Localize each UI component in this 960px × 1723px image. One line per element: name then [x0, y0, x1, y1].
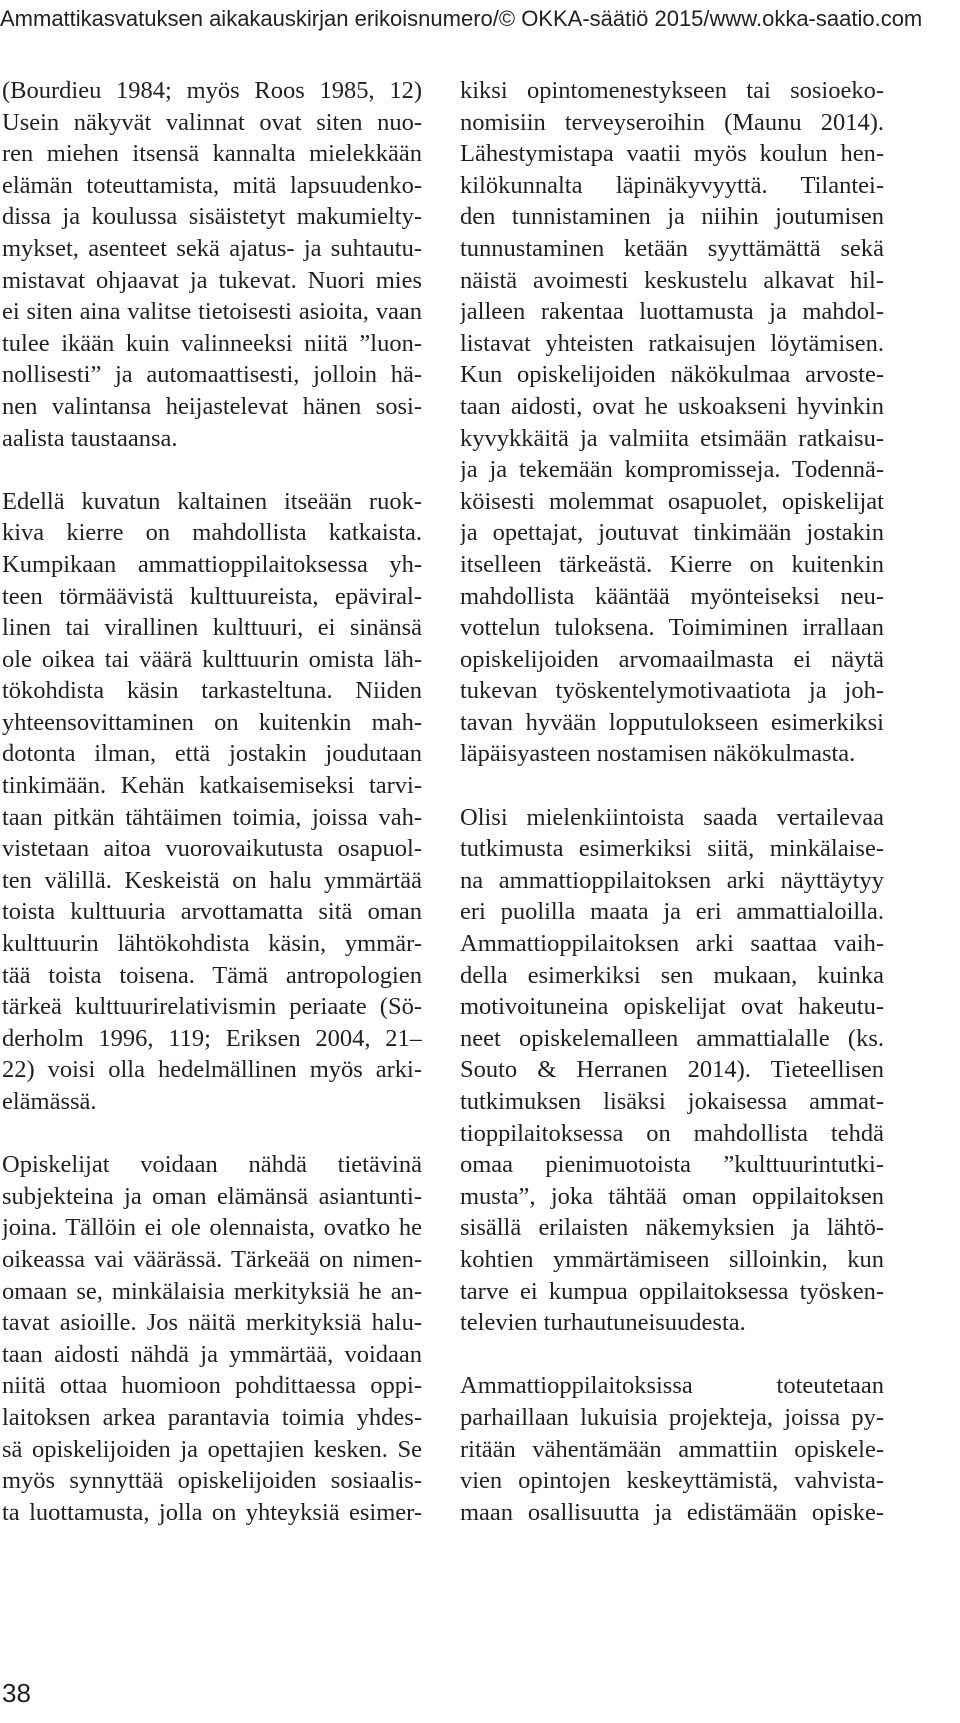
text-line: tavat asioille. Jos näitä merkityksiä halu- [2, 1309, 422, 1337]
text-line: niitä ottaa huomioon pohdittaessa oppi- [2, 1372, 422, 1400]
text-line: myös synnyttää opiskelijoiden sosiaalis- [2, 1467, 422, 1495]
text-line: yhteensovittaminen on kuitenkin mah- [2, 708, 422, 736]
text-line: jalleen rakentaa luottamusta ja mahdol- [460, 298, 884, 326]
text-line: ei siten aina valitse tietoisesti asioita, vaan [2, 298, 422, 326]
text-line: Olisi mielenkiintoista saada vertailevaa [460, 803, 884, 831]
text-line: linen tai virallinen kulttuuri, ei sinänsä [2, 614, 422, 642]
text-line: ten välillä. Keskeistä on halu ymmärtää [2, 866, 422, 894]
text-line: parhaillaan lukuisia projekteja, joissa py- [460, 1403, 884, 1431]
text-line: dissa ja koulussa sisäistetyt makumielty- [2, 203, 422, 231]
text-line: mykset, asenteet sekä ajatus- ja suhtautu- [2, 234, 422, 262]
text-line: nollisesti” ja automaattisesti, jolloin hä- [2, 361, 422, 389]
text-line: kiksi opintomenestykseen tai sosioeko- [460, 77, 884, 104]
text-line: taan aidosti nähdä ja ymmärtää, voidaan [2, 1340, 422, 1368]
text-line: derholm 1996, 119; Eriksen 2004, 21– [2, 1024, 422, 1052]
text-line: elämän toteuttamista, mitä lapsuudenko- [2, 171, 422, 199]
text-line: tinkimään. Kehän katkaisemiseksi tarvi- [2, 772, 422, 800]
text-line: elämässä. [2, 1088, 97, 1115]
text-line: Lähestymistapa vaatii myös koulun hen- [460, 140, 884, 168]
text-line: Usein näkyvät valinnat ovat siten nuo- [2, 108, 422, 136]
text-line: mahdollista kääntää myönteiseksi neu- [460, 582, 884, 610]
text-line: ja ja tekemään kompromisseja. Todennä- [460, 456, 884, 484]
paragraph-right-1 [460, 75, 884, 770]
text-line: ole oikea tai väärä kulttuurin omista läh- [2, 645, 422, 673]
text-line: tukevan työskentelymotivaatiota ja joh- [460, 677, 884, 705]
text-line: na ammattioppilaitoksen arki näyttäytyy [460, 866, 884, 894]
text-line: tökohdista käsin tarkasteltuna. Niiden [2, 677, 422, 705]
text-line: ja opettajat, joutuvat tinkimään jostakin [460, 519, 884, 547]
text-line: tärkeä kulttuurirelativismin periaate (Sö- [2, 993, 422, 1021]
text-line: toista kulttuuria arvottamatta sitä oman [2, 898, 422, 926]
paragraph-right-2 [460, 802, 884, 1339]
paragraph-left-1 [2, 75, 422, 454]
text-line: listavat yhteisten ratkaisujen löytämisen. [460, 329, 884, 357]
text-line: taan pitkän tähtäimen toimia, joissa vah- [2, 803, 422, 831]
text-line: tarve ei kumpua oppilaitoksessa työsken- [460, 1277, 884, 1305]
text-line: läpäisyasteen nostamisen näkökulmasta. [460, 740, 856, 768]
text-line: aalista taustaansa. [2, 424, 178, 452]
text-line: vien opintojen keskeyttämistä, vahvista- [460, 1467, 884, 1495]
text-line: köisesti molemmat osapuolet, opiskelijat [460, 487, 884, 515]
text-line: laitoksen arkea parantavia toimia yhdes- [2, 1403, 422, 1431]
paragraph-left-2 [2, 486, 422, 1118]
text-line: dotonta ilman, että jostakin joudutaan [2, 740, 422, 768]
text-line: ta luottamusta, jolla on yhteyksiä esimer- [2, 1498, 422, 1526]
text-line: neet opiskelemalleen ammattialalle (ks. [460, 1024, 884, 1052]
text-line: nen valintansa heijastelevat hänen sosi- [2, 392, 422, 420]
text-line: kiva kierre on mahdollista katkaista. [2, 519, 422, 547]
text-line: ren miehen itsensä kannalta mielekkään [2, 140, 422, 168]
text-line: tulee ikään kuin valinneeksi niitä ”luon- [2, 329, 422, 357]
text-line: vottelun tuloksena. Toimiminen irrallaan [460, 614, 884, 642]
text-line: Kun opiskelijoiden näkökulmaa arvoste- [460, 361, 884, 389]
text-line: sisällä erilaisten näkemyksien ja lähtö- [460, 1214, 884, 1242]
text-line: della esimerkiksi sen mukaan, kuinka [460, 961, 884, 989]
text-line: Kumpikaan ammattioppilaitoksessa yh- [2, 550, 422, 578]
text-line: omaa pienimuotoista ”kulttuurintutki- [460, 1151, 884, 1179]
text-line: musta”, joka tähtää oman oppilaitoksen [460, 1182, 884, 1210]
text-line: eri puolilla maata ja eri ammattialoilla. [460, 898, 884, 926]
text-line: mistavat ohjaavat ja tukevat. Nuori mies [2, 266, 422, 294]
text-line: Souto & Herranen 2014). Tieteellisen [460, 1056, 884, 1084]
text-line: Edellä kuvatun kaltainen itseään ruok- [2, 487, 422, 515]
text-line: kulttuurin lähtökohdista käsin, ymmär- [2, 930, 422, 958]
text-line: maan osallisuutta ja edistämään opiske- [460, 1498, 884, 1526]
text-line: Opiskelijat voidaan nähdä tietävinä [2, 1151, 422, 1179]
text-line: vistetaan aitoa vuorovaikutusta osapuol- [2, 835, 422, 863]
text-line: opiskelijoiden arvomaailmasta ei näytä [460, 645, 884, 673]
text-line: omaan se, minkälaisia merkityksiä he an- [2, 1277, 422, 1305]
text-line: tutkimuksen lisäksi jokaisessa ammat- [460, 1088, 884, 1115]
text-line: tutkimusta esimerkiksi siitä, minkälaise- [460, 835, 884, 863]
text-line: joina. Tällöin ei ole olennaista, ovatko he [2, 1214, 422, 1242]
text-line: Ammattioppilaitoksen arki saattaa vaih- [460, 930, 884, 958]
text-line: tioppilaitoksessa on mahdollista tehdä [460, 1119, 884, 1147]
text-line: (Bourdieu 1984; myös Roos 1985, 12) [2, 77, 422, 104]
text-line: televien turhautuneisuudesta. [460, 1309, 746, 1337]
text-line: subjekteina ja oman elämänsä asiantunti- [2, 1182, 422, 1210]
text-line: teen törmäävistä kulttuureista, epäviral- [2, 582, 422, 610]
left-column [2, 75, 422, 1528]
paragraph-left-3 [2, 1149, 422, 1528]
text-line: tunnustaminen ketään syyttämättä sekä [460, 234, 884, 262]
right-column [460, 75, 884, 1528]
text-line: itselleen tärkeästä. Kierre on kuitenkin [460, 550, 884, 578]
text-line: taan aidosti, ovat he uskoakseni hyvinkin [460, 392, 884, 420]
text-line: oikeassa vai väärässä. Tärkeää on nimen- [2, 1245, 422, 1273]
text-line: 22) voisi olla hedelmällinen myös arki- [2, 1056, 422, 1084]
text-line: nomisiin terveyseroihin (Maunu 2014). [460, 108, 884, 136]
paragraph-right-3 [460, 1370, 884, 1528]
text-line: tää toista toisena. Tämä antropologien [2, 961, 422, 989]
text-line: kilökunnalta läpinäkyvyyttä. Tilantei- [460, 171, 884, 199]
text-line: kyvykkäitä ja valmiita etsimään ratkaisu- [460, 424, 884, 452]
text-line: den tunnistaminen ja niihin joutumisen [460, 203, 884, 231]
text-line: tavan hyvään lopputulokseen esimerkiksi [460, 708, 884, 736]
text-line: motivoituneina opiskelijat ovat hakeutu- [460, 993, 884, 1021]
text-line: Ammattioppilaitoksissa toteutetaan [460, 1372, 884, 1400]
text-line: kohtien ymmärtämiseen silloinkin, kun [460, 1245, 884, 1273]
running-header: Ammattikasvatuksen aikakauskirjan erikoisnumero/© OKKA-säätiö 2015/www.okka-saatio.com [0, 6, 923, 31]
text-line: näistä avoimesti keskustelu alkavat hil- [460, 266, 884, 294]
text-line: sä opiskelijoiden ja opettajien kesken. Se [2, 1435, 422, 1463]
page-number: 38 [2, 1678, 31, 1708]
text-line: ritään vähentämään ammattiin opiskele- [460, 1435, 884, 1463]
